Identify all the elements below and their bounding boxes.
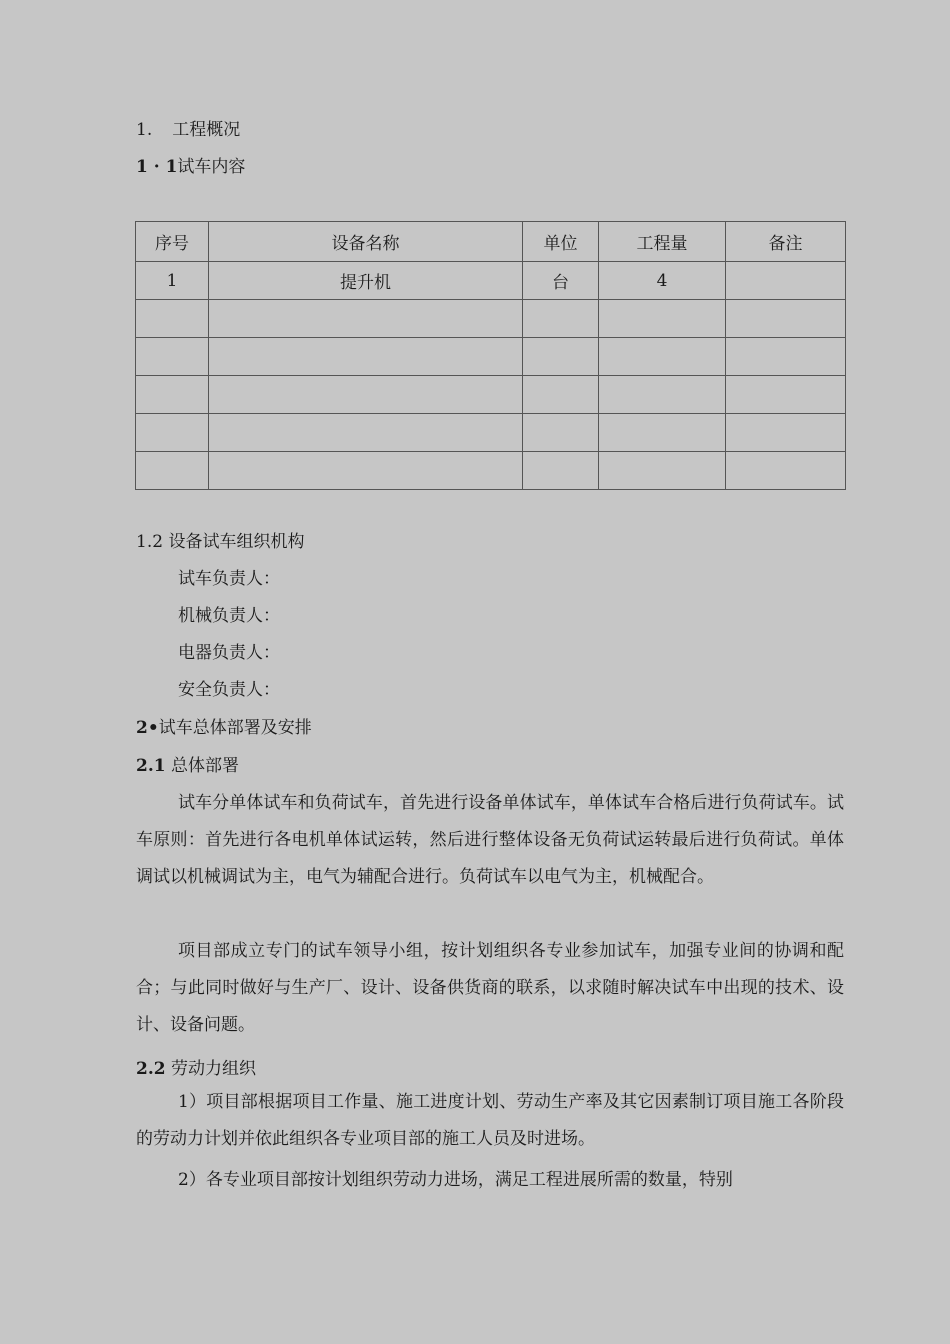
table-row	[136, 262, 846, 300]
section-number: 2.1	[136, 756, 166, 776]
paragraph-labor-plan: 1）项目部根据项目工作量、施工进度计划、劳动生产率及其它因素制订项目施工各阶段的劳动力计划并依此组织各专业项目部的施工人员及时进场。	[136, 1092, 844, 1149]
table-cell	[209, 338, 523, 376]
section-1-1-heading	[136, 155, 245, 179]
table-row	[136, 338, 846, 376]
table-row	[136, 300, 846, 338]
section-title: 劳动力组织	[170, 1059, 256, 1079]
table-cell	[209, 300, 523, 338]
table-cell	[599, 452, 726, 490]
table-cell	[523, 338, 599, 376]
header-cell: 工程量	[599, 222, 726, 262]
table-cell	[599, 376, 726, 414]
section-2-1-heading	[136, 754, 239, 778]
section-title: 试车内容	[177, 157, 246, 177]
section-title: 工程概况	[172, 120, 241, 140]
table-row	[136, 452, 846, 490]
table-cell: 4	[599, 262, 726, 300]
table-cell	[523, 376, 599, 414]
table-cell	[726, 414, 846, 452]
table-cell	[523, 414, 599, 452]
org-electrical-lead: 电器负责人：	[178, 643, 280, 663]
table-cell: 1	[136, 262, 209, 300]
table-cell	[523, 300, 599, 338]
table-cell: 提升机	[209, 262, 523, 300]
header-cell: 单位	[523, 222, 599, 262]
header-cell: 备注	[726, 222, 846, 262]
table-cell	[523, 452, 599, 490]
table-cell	[726, 452, 846, 490]
table-row	[136, 376, 846, 414]
org-mechanical-lead: 机械负责人：	[178, 606, 280, 626]
paragraph-labor-entry: 2）各专业项目部按计划组织劳动力进场，满足工程进展所需的数量，特别	[178, 1170, 733, 1190]
header-cell: 设备名称	[209, 222, 523, 262]
section-number: 1 · 1	[136, 157, 178, 177]
table-cell	[726, 338, 846, 376]
section-1-2-heading: 1.2 设备试车组织机构	[136, 532, 305, 552]
section-number: 2•	[136, 718, 159, 738]
table-cell	[726, 300, 846, 338]
header-cell: 序号	[136, 222, 209, 262]
table-cell: 台	[523, 262, 599, 300]
org-safety-lead: 安全负责人：	[178, 680, 280, 700]
section-number: 1.	[136, 120, 153, 140]
table-cell	[136, 376, 209, 414]
table-cell	[726, 262, 846, 300]
table-row	[136, 414, 846, 452]
table-cell	[726, 376, 846, 414]
table-cell	[136, 452, 209, 490]
org-test-lead: 试车负责人：	[178, 569, 280, 589]
table-cell	[209, 414, 523, 452]
section-number: 2.2	[136, 1059, 166, 1079]
section-2-heading	[136, 716, 312, 740]
section-1-heading	[136, 118, 240, 142]
section-2-2-heading	[136, 1057, 256, 1081]
table-cell	[599, 338, 726, 376]
paragraph-overall-plan: 试车分单体试车和负荷试车，首先进行设备单体试车，单体试车合格后进行负荷试车。试车原则：首先进行各电机单体试运转，然后进行整体设备无负荷试运转最后进行负荷试。单体调试以机械调试为主，电气为辅配合进行。负荷试车以电气为主，机械配合。	[136, 793, 844, 887]
table-cell	[599, 300, 726, 338]
table-cell	[136, 300, 209, 338]
table-cell	[599, 414, 726, 452]
paragraph-leadership-group: 项目部成立专门的试车领导小组，按计划组织各专业参加试车，加强专业间的协调和配合；与此同时做好与生产厂、设计、设备供货商的联系，以求随时解决试车中出现的技术、设计、设备问题。	[136, 941, 844, 1035]
section-title: 试车总体部署及安排	[158, 718, 312, 738]
table-cell	[209, 452, 523, 490]
table-header-row	[136, 222, 846, 262]
section-title: 总体部署	[170, 756, 239, 776]
table-cell	[136, 338, 209, 376]
table-cell	[209, 376, 523, 414]
table-cell	[136, 414, 209, 452]
equipment-table	[135, 221, 846, 490]
